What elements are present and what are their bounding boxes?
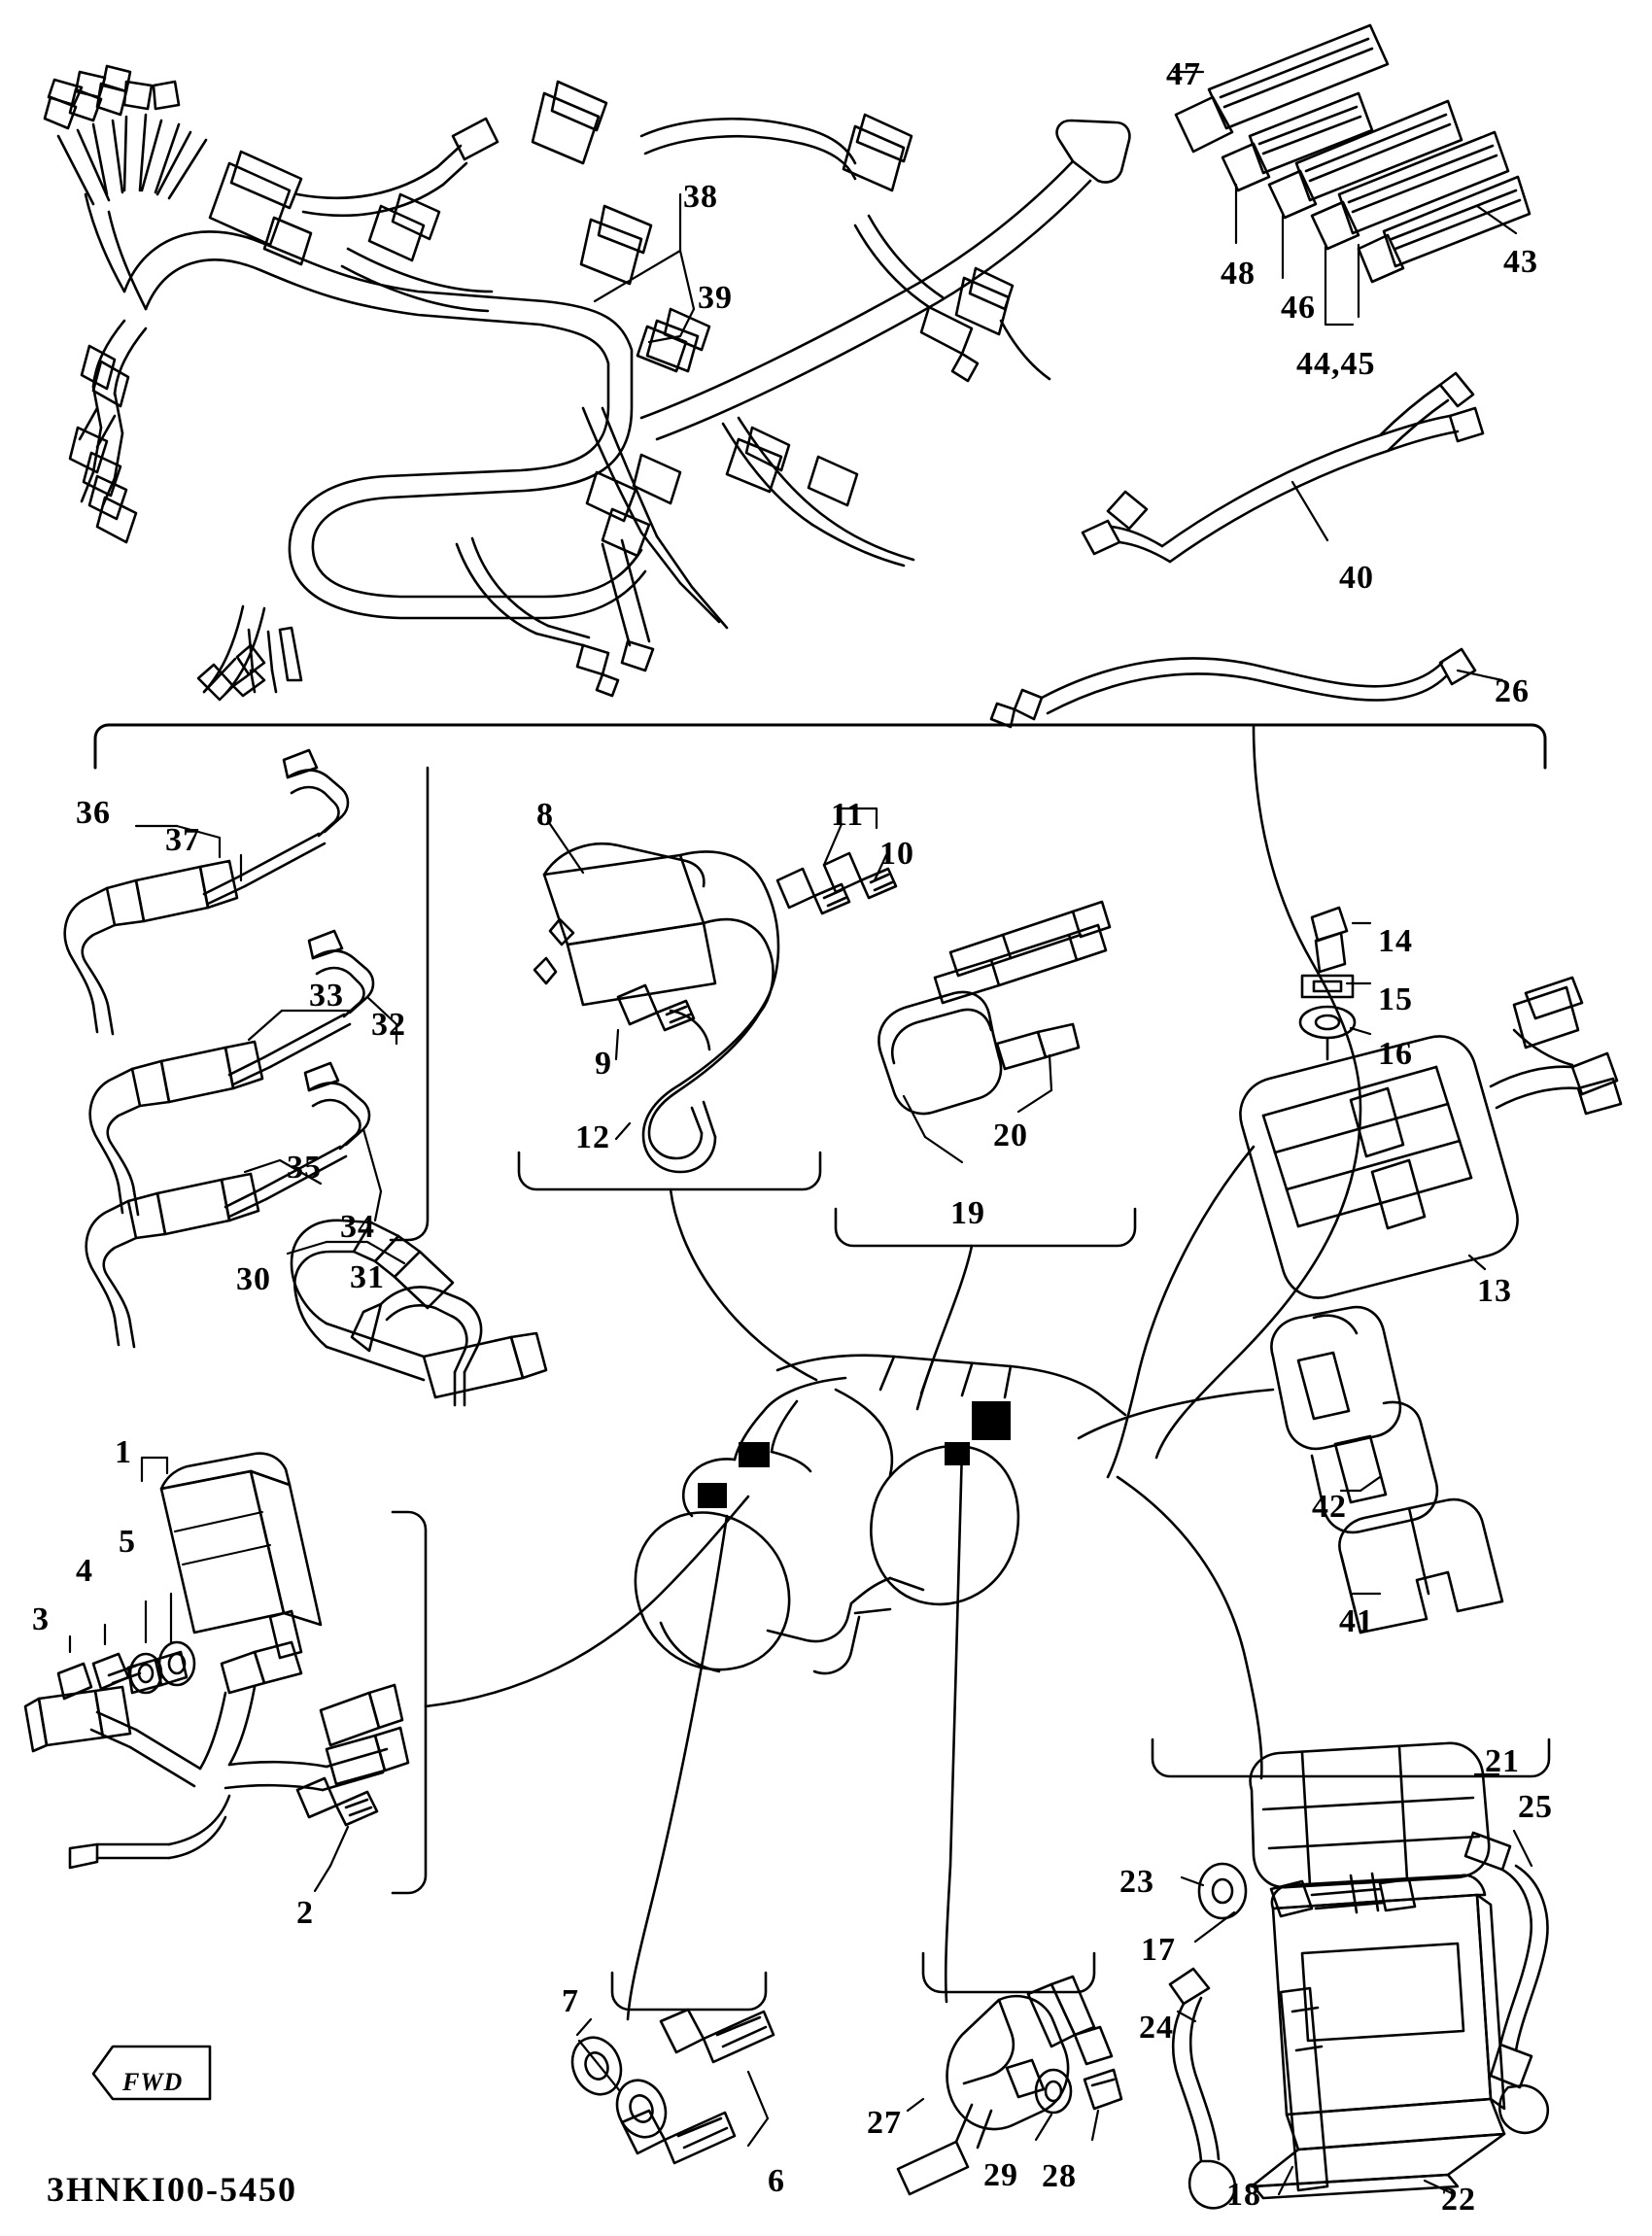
- battery-group: [1118, 1477, 1549, 2208]
- callout-33: 33: [309, 978, 344, 1014]
- callout-30: 30: [236, 1261, 271, 1297]
- callout-31: 31: [350, 1259, 385, 1295]
- callout-19: 19: [950, 1195, 985, 1231]
- callout-2: 2: [296, 1895, 314, 1931]
- fwd-label: FWD: [122, 2068, 184, 2096]
- callout-46: 46: [1281, 290, 1316, 326]
- callout-38: 38: [683, 179, 718, 215]
- lead-wire-40: [1083, 373, 1483, 562]
- callout-11: 11: [831, 797, 865, 833]
- wire-harness-assembly: [45, 66, 1129, 700]
- switch-19-20-group: [836, 902, 1135, 1409]
- callout-39: 39: [698, 280, 733, 316]
- callout-24: 24: [1139, 2010, 1174, 2046]
- callout-12: 12: [575, 1119, 610, 1155]
- callout-15: 15: [1378, 981, 1413, 1017]
- callout-13: 13: [1477, 1273, 1512, 1309]
- callout-25: 25: [1518, 1789, 1553, 1825]
- callout-21: 21: [1485, 1743, 1520, 1779]
- callout-34: 34: [340, 1209, 375, 1245]
- part-code: 3HNKI00-5450: [47, 2170, 297, 2209]
- callout-41: 41: [1339, 1603, 1374, 1639]
- callout-14: 14: [1378, 923, 1413, 959]
- callout-18: 18: [1226, 2177, 1261, 2213]
- callout-23: 23: [1119, 1864, 1154, 1900]
- callout-44-45: 44,45: [1296, 346, 1376, 382]
- callout-28: 28: [1042, 2158, 1077, 2194]
- callout-47: 47: [1166, 56, 1201, 92]
- callout-1: 1: [115, 1434, 132, 1470]
- callout-37: 37: [165, 822, 200, 858]
- callout-10: 10: [879, 836, 914, 872]
- callout-48: 48: [1221, 256, 1256, 292]
- rectifier-regulator-group: [1108, 908, 1621, 1477]
- connector-leads-group: [65, 750, 546, 1405]
- callout-26: 26: [1495, 673, 1530, 709]
- callout-42: 42: [1312, 1489, 1347, 1525]
- callout-32: 32: [371, 1007, 406, 1043]
- bolt-washer-group-6-7: [565, 1516, 774, 2163]
- callout-36: 36: [76, 795, 111, 831]
- callout-20: 20: [993, 1118, 1028, 1153]
- ignition-coil-group: [519, 808, 896, 1380]
- callout-29: 29: [983, 2157, 1018, 2193]
- cdi-unit-group: [25, 1454, 748, 1893]
- callout-3: 3: [32, 1601, 50, 1637]
- callout-4: 4: [76, 1553, 93, 1589]
- callout-7: 7: [562, 1983, 579, 2019]
- callout-35: 35: [287, 1150, 322, 1186]
- lead-wire-26: [991, 649, 1502, 727]
- callout-8: 8: [536, 797, 554, 833]
- callout-9: 9: [595, 1046, 612, 1082]
- callout-5: 5: [119, 1524, 136, 1560]
- callout-40: 40: [1339, 560, 1374, 596]
- callout-27: 27: [867, 2105, 902, 2141]
- callout-16: 16: [1378, 1036, 1413, 1072]
- callout-17: 17: [1141, 1932, 1176, 1968]
- callout-43: 43: [1503, 244, 1538, 280]
- callout-22: 22: [1441, 2182, 1476, 2218]
- callout-6: 6: [768, 2163, 785, 2199]
